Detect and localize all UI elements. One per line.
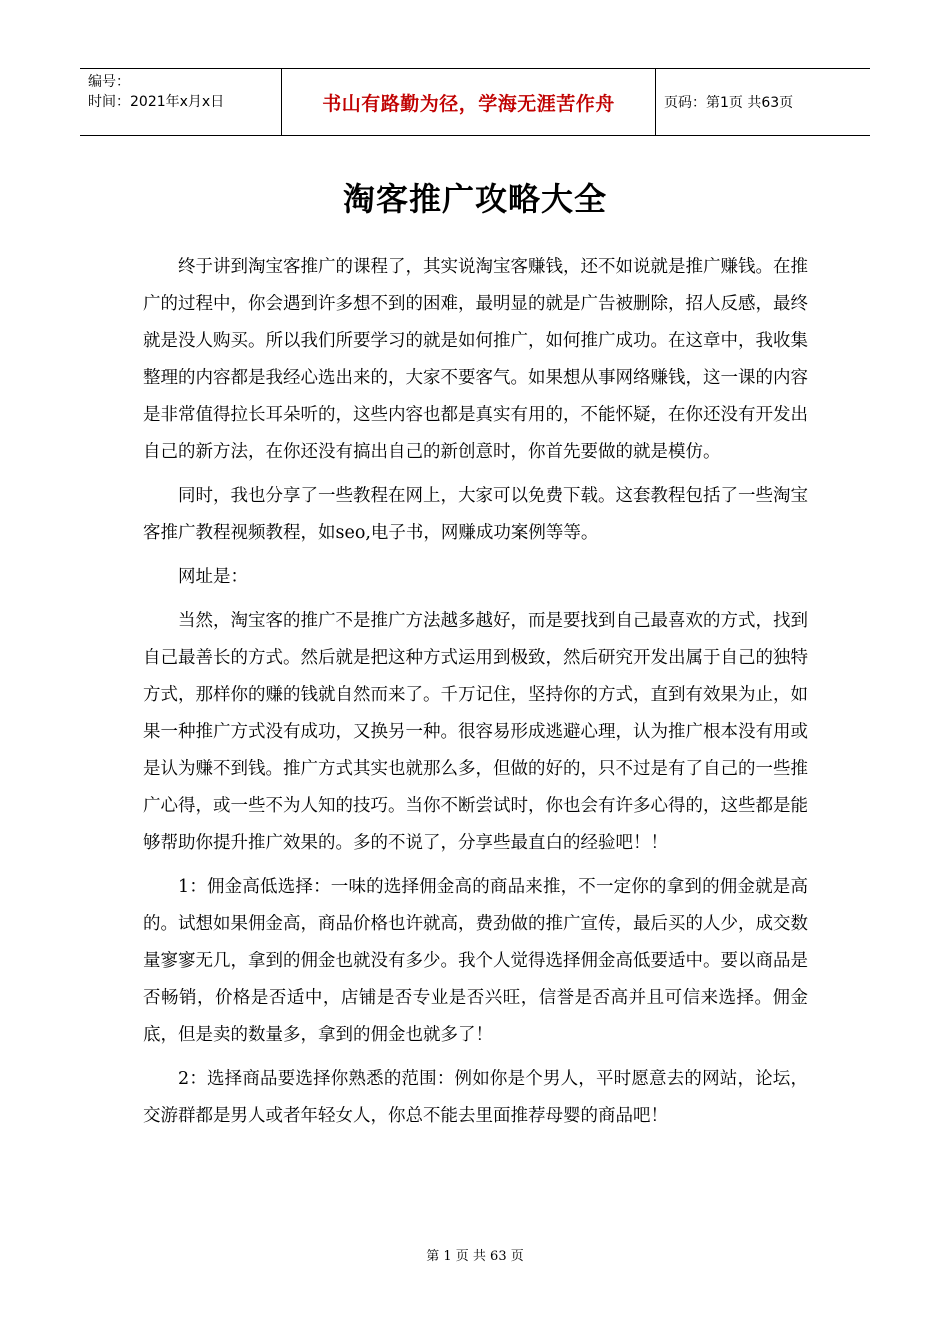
paragraph: 1：佣金高低选择：一味的选择佣金高的商品来推，不一定你的拿到的佣金就是高的。试想如果佣金高，商品价格也许就高，费劲做的推广宣传，最后买的人少，成交数量寥寥无几，拿到的佣金也就没有多少。我个人觉得选择佣金高低要适中。要以商品是否畅销，价格是否适中，店铺是否专业是否兴旺，信誉是否高并且可信来选择。佣金底，但是卖的数量多，拿到的佣金也就多了！ bbox=[143, 877, 808, 1045]
paragraph: 2：选择商品要选择你熟悉的范围：例如你是个男人，平时愿意去的网站，论坛，交游群都是男人或者年轻女人，你总不能去里面推荐母婴的商品吧！ bbox=[143, 1069, 808, 1126]
paragraph: 网址是： bbox=[178, 567, 248, 587]
page-footer: 第 1 页 共 63 页 bbox=[426, 1249, 524, 1264]
document-body bbox=[143, 249, 808, 1142]
header-meta bbox=[80, 69, 282, 135]
paragraph: 终于讲到淘宝客推广的课程了，其实说淘宝客赚钱，还不如说就是推广赚钱。在推广的过程中，你会遇到许多想不到的困难，最明显的就是广告被删除，招人反感，最终就是没人购买。所以我们所要学习的就是如何推广，如何推广成功。在这章中，我收集整理的内容都是我经心选出来的，大家不要客气。如果想从事网络赚钱，这一课的内容是非常值得拉长耳朵听的，这些内容也都是真实有用的，不能怀疑，在你还没有开发出自己的新方法，在你还没有搞出自己的新创意时，你首先要做的就是模仿。 bbox=[143, 257, 808, 462]
document-time: 时间：2021年x月x日 bbox=[88, 94, 225, 110]
document-number-label: 编号： bbox=[88, 74, 130, 90]
page-header bbox=[80, 68, 870, 136]
document-title: 淘客推广攻略大全 bbox=[342, 180, 607, 218]
header-motto: 书山有路勤为径，学海无涯苦作舟 bbox=[282, 69, 656, 135]
header-page-info: 页码：第1页 共63页 bbox=[664, 95, 794, 111]
paragraph: 同时，我也分享了一些教程在网上，大家可以免费下载。这套教程包括了一些淘宝客推广教程视频教程，如seo,电子书，网赚成功案例等等。 bbox=[143, 486, 808, 543]
paragraph: 当然，淘宝客的推广不是推广方法越多越好，而是要找到自己最喜欢的方式，找到自己最善长的方式。然后就是把这种方式运用到极致，然后研究开发出属于自己的独特方式，那样你的赚的钱就自然而来了。千万记住，坚持你的方式，直到有效果为止，如果一种推广方式没有成功，又换另一种。很容易形成逃避心理，认为推广根本没有用或是认为赚不到钱。推广方式其实也就那么多，但做的好的，只不过是有了自己的一些推广心得，或一些不为人知的技巧。当你不断尝试时，你也会有许多心得的，这些都是能够帮助你提升推广效果的。多的不说了，分享些最直白的经验吧！！ bbox=[143, 611, 808, 853]
